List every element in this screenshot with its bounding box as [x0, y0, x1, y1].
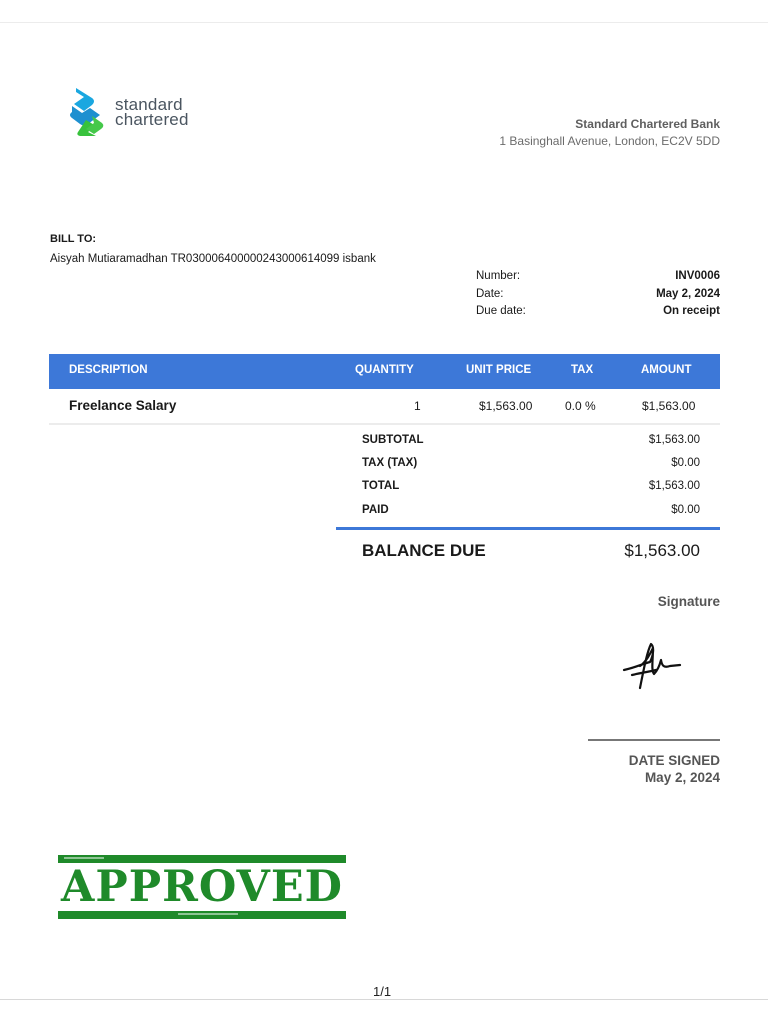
bottom-divider — [0, 999, 768, 1000]
bank-address: 1 Basinghall Avenue, London, EC2V 5DD — [499, 134, 720, 148]
row-tax: 0.0 % — [565, 399, 596, 413]
table-row — [49, 389, 720, 425]
meta-date-label: Date: — [476, 287, 504, 300]
total-value: $1,563.00 — [648, 480, 700, 493]
balance-due-value: $1,563.00 — [624, 541, 700, 560]
balance-due-label: BALANCE DUE — [362, 541, 486, 560]
page-indicator: 1/1 — [373, 984, 392, 999]
meta-row-number — [476, 270, 720, 288]
top-divider — [0, 22, 768, 23]
bank-info — [499, 116, 720, 150]
standard-chartered-logo — [66, 86, 189, 138]
balance-divider — [336, 527, 720, 530]
date-signed-value: May 2, 2024 — [644, 770, 720, 785]
subtotal-row — [362, 434, 700, 457]
row-amount: $1,563.00 — [642, 399, 696, 413]
row-quantity: 1 — [414, 399, 421, 413]
total-label: TOTAL — [362, 480, 400, 493]
meta-number-label: Number: — [476, 270, 521, 282]
logo-line-2: chartered — [115, 110, 189, 129]
paid-value: $0.00 — [671, 503, 700, 516]
subtotal-value: $1,563.00 — [648, 434, 700, 446]
logo-line-1: standard — [115, 95, 183, 114]
meta-due-date-label: Due date: — [476, 305, 526, 317]
header-amount: AMOUNT — [641, 364, 692, 376]
standard-chartered-mark-icon — [66, 86, 106, 138]
header-tax: TAX — [571, 364, 594, 376]
stamp-text: APPROVED — [61, 862, 343, 912]
subtotal-label: SUBTOTAL — [362, 434, 424, 446]
date-signed-label: DATE SIGNED — [628, 753, 720, 768]
bill-to-label: BILL TO: — [50, 233, 97, 245]
tax-row — [362, 457, 700, 480]
invoice-meta — [476, 270, 720, 323]
header-unit-price: UNIT PRICE — [466, 364, 532, 376]
tax-label: TAX (TAX) — [362, 457, 418, 470]
logo-wordmark — [115, 97, 189, 127]
header-quantity: QUANTITY — [355, 364, 414, 376]
meta-date-value: May 2, 2024 — [656, 287, 720, 300]
paid-label: PAID — [362, 503, 389, 516]
meta-row-date — [476, 288, 720, 306]
bank-name: Standard Chartered Bank — [575, 117, 720, 131]
meta-number-value: INV0006 — [675, 270, 720, 282]
tax-value: $0.00 — [671, 457, 700, 470]
total-row — [362, 480, 700, 503]
row-unit-price: $1,563.00 — [479, 399, 533, 413]
date-signed-block — [629, 752, 720, 786]
handwritten-signature — [620, 640, 682, 692]
meta-due-date-value: On receipt — [663, 305, 720, 317]
meta-row-due-date — [476, 305, 720, 323]
line-items-header — [49, 354, 720, 389]
header-description: DESCRIPTION — [69, 364, 148, 376]
signature-line — [588, 739, 720, 741]
signature-label: Signature — [657, 594, 720, 609]
totals-block — [362, 434, 700, 527]
bill-to-name: Aisyah Mutiaramadhan TR030006400000243000614099 isbank — [50, 253, 376, 265]
approved-stamp — [58, 855, 346, 919]
row-description: Freelance Salary — [69, 398, 177, 413]
paid-row — [362, 504, 700, 527]
